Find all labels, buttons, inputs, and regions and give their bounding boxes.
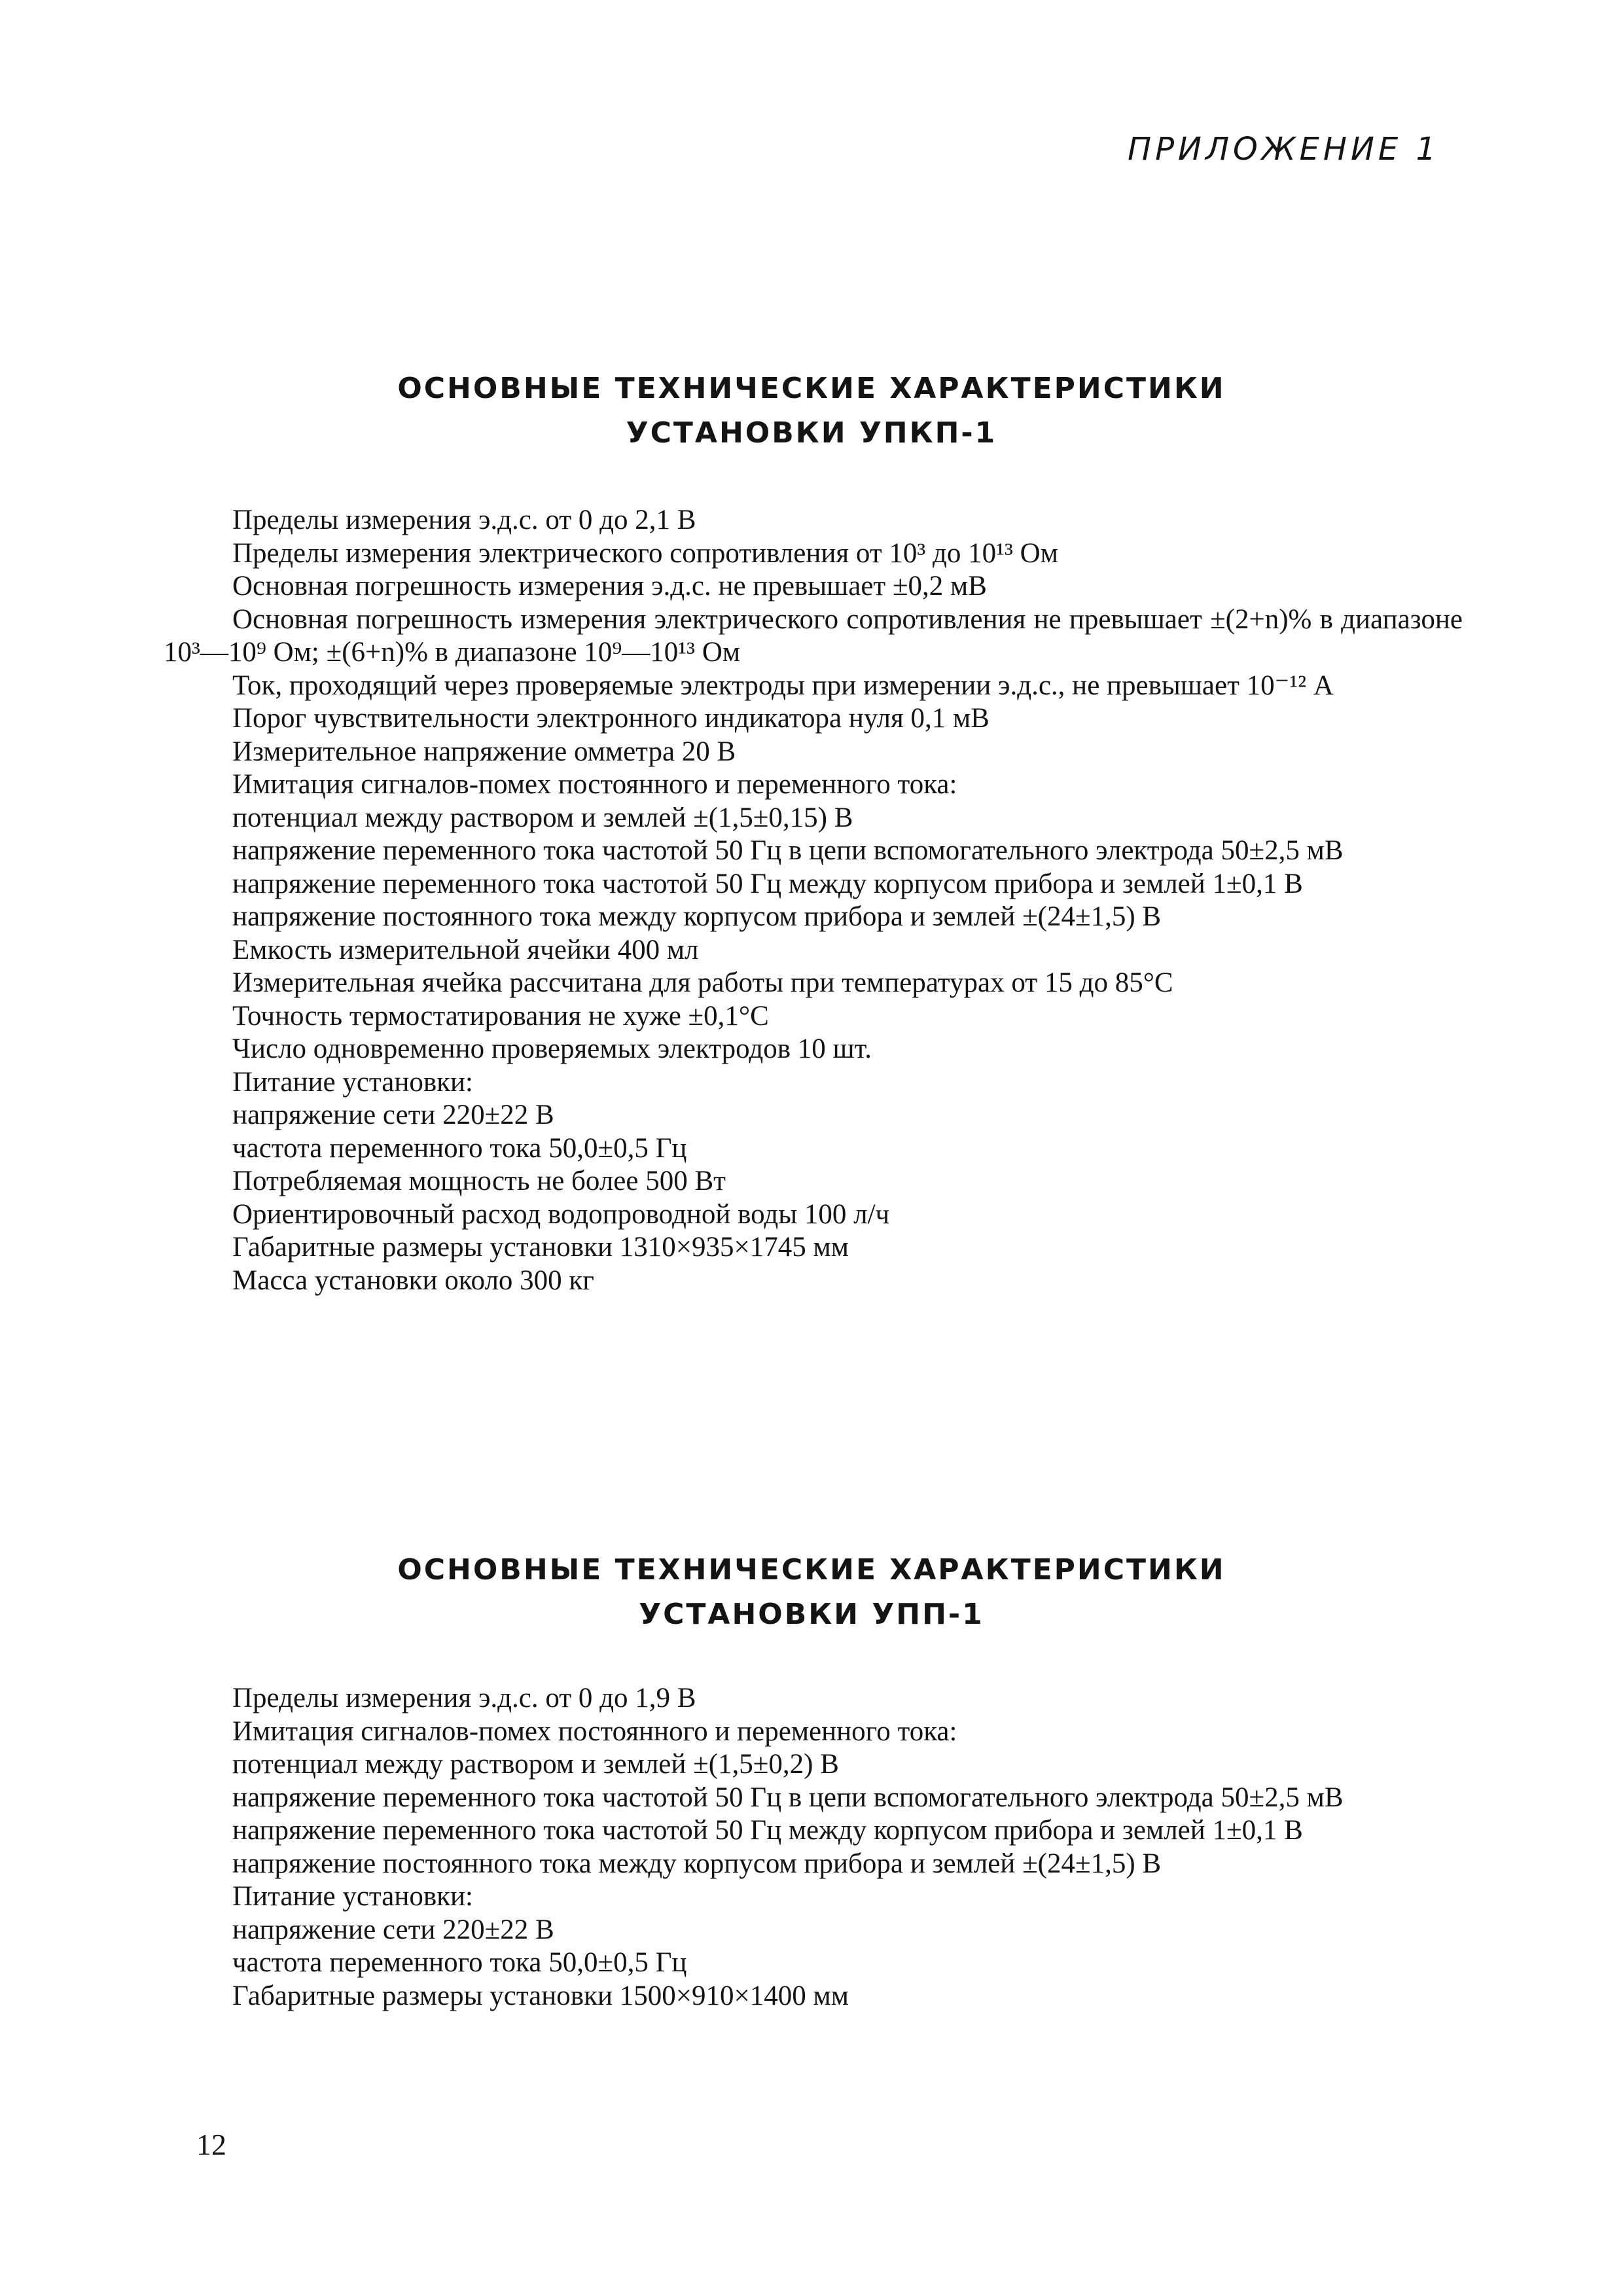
spec-paragraph: Число одновременно проверяемых электродов 10 шт.	[232, 1033, 872, 1064]
spec-paragraph: потенциал между раствором и землей ±(1,5±0,15) В	[232, 802, 853, 833]
spec-paragraph: потенциал между раствором и землей ±(1,5±0,2) В	[232, 1749, 839, 1780]
spec-paragraph: Измерительное напряжение омметра 20 В	[232, 736, 736, 767]
spec-paragraph: Основная погрешность измерения э.д.с. не превышает ±0,2 мВ	[232, 571, 987, 601]
appendix-label: ПРИЛОЖЕНИЕ 1	[1128, 131, 1440, 168]
page-number: 12	[196, 2128, 226, 2161]
spec-paragraph: Имитация сигналов-помех постоянного и переменного тока:	[232, 769, 957, 800]
spec-paragraph: Ток, проходящий через проверяемые электроды при измерении э.д.с., не превышает 10⁻¹² А	[232, 670, 1334, 701]
spec-paragraph: частота переменного тока 50,0±0,5 Гц	[232, 1132, 687, 1164]
spec-paragraph: Точность термостатирования не хуже ±0,1°С	[232, 1000, 769, 1031]
section1-title-line2: УСТАНОВКИ УПКП-1	[626, 416, 997, 450]
spec-paragraph: Основная погрешность измерения электрического сопротивления не превышает ±(2+n)% в диапазоне 10³—10⁹ Ом; ±(6+n)% в диапазоне 10⁹—10¹³ Ом	[164, 603, 1463, 668]
spec-paragraph: Имитация сигналов-помех постоянного и переменного тока:	[232, 1715, 957, 1747]
section2-body	[164, 1682, 1463, 2013]
section2-heading	[0, 1548, 1623, 1637]
spec-paragraph: Ориентировочный расход водопроводной воды 100 л/ч	[232, 1198, 890, 1230]
spec-paragraph: напряжение переменного тока частотой 50 Гц в цепи вспомогательного электрода 50±2,5 мВ	[232, 835, 1344, 866]
spec-paragraph: напряжение переменного тока частотой 50 Гц в цепи вспомогательного электрода 50±2,5 мВ	[232, 1782, 1344, 1813]
section1-heading	[0, 367, 1623, 456]
spec-paragraph: Габаритные размеры установки 1310×935×1745 мм	[232, 1232, 849, 1263]
spec-paragraph: напряжение сети 220±22 В	[232, 1914, 554, 1945]
section2-title-line1: ОСНОВНЫЕ ТЕХНИЧЕСКИЕ ХАРАКТЕРИСТИКИ	[397, 1553, 1226, 1587]
section2-title-line2: УСТАНОВКИ УПП-1	[639, 1598, 984, 1631]
spec-paragraph: Пределы измерения э.д.с. от 0 до 2,1 В	[232, 505, 696, 535]
spec-paragraph: напряжение переменного тока частотой 50 Гц между корпусом прибора и землей 1±0,1 В	[232, 868, 1303, 899]
spec-paragraph: Потребляемая мощность не более 500 Вт	[232, 1166, 726, 1196]
spec-paragraph: напряжение сети 220±22 В	[232, 1100, 554, 1130]
spec-paragraph: частота переменного тока 50,0±0,5 Гц	[232, 1947, 687, 1978]
section1-body	[164, 504, 1463, 1297]
spec-paragraph: Питание установки:	[232, 1066, 473, 1098]
spec-paragraph: Измерительная ячейка рассчитана для работы при температурах от 15 до 85°С	[232, 967, 1173, 998]
spec-paragraph: Габаритные размеры установки 1500×910×1400 мм	[232, 1980, 849, 2011]
spec-paragraph: Пределы измерения э.д.с. от 0 до 1,9 В	[232, 1683, 696, 1713]
spec-paragraph: Пределы измерения электрического сопротивления от 10³ до 10¹³ Ом	[232, 537, 1058, 569]
spec-paragraph: Питание установки:	[232, 1881, 473, 1912]
spec-paragraph: Емкость измерительной ячейки 400 мл	[232, 934, 699, 965]
section1-title-line1: ОСНОВНЫЕ ТЕХНИЧЕСКИЕ ХАРАКТЕРИСТИКИ	[397, 372, 1226, 405]
spec-paragraph: напряжение постоянного тока между корпусом прибора и землей ±(24±1,5) В	[232, 901, 1162, 932]
spec-paragraph: Масса установки около 300 кг	[232, 1265, 594, 1296]
spec-paragraph: напряжение постоянного тока между корпусом прибора и землей ±(24±1,5) В	[232, 1848, 1162, 1879]
spec-paragraph: Порог чувствительности электронного индикатора нуля 0,1 мВ	[232, 703, 990, 734]
spec-paragraph: напряжение переменного тока частотой 50 Гц между корпусом прибора и землей 1±0,1 В	[232, 1815, 1303, 1846]
